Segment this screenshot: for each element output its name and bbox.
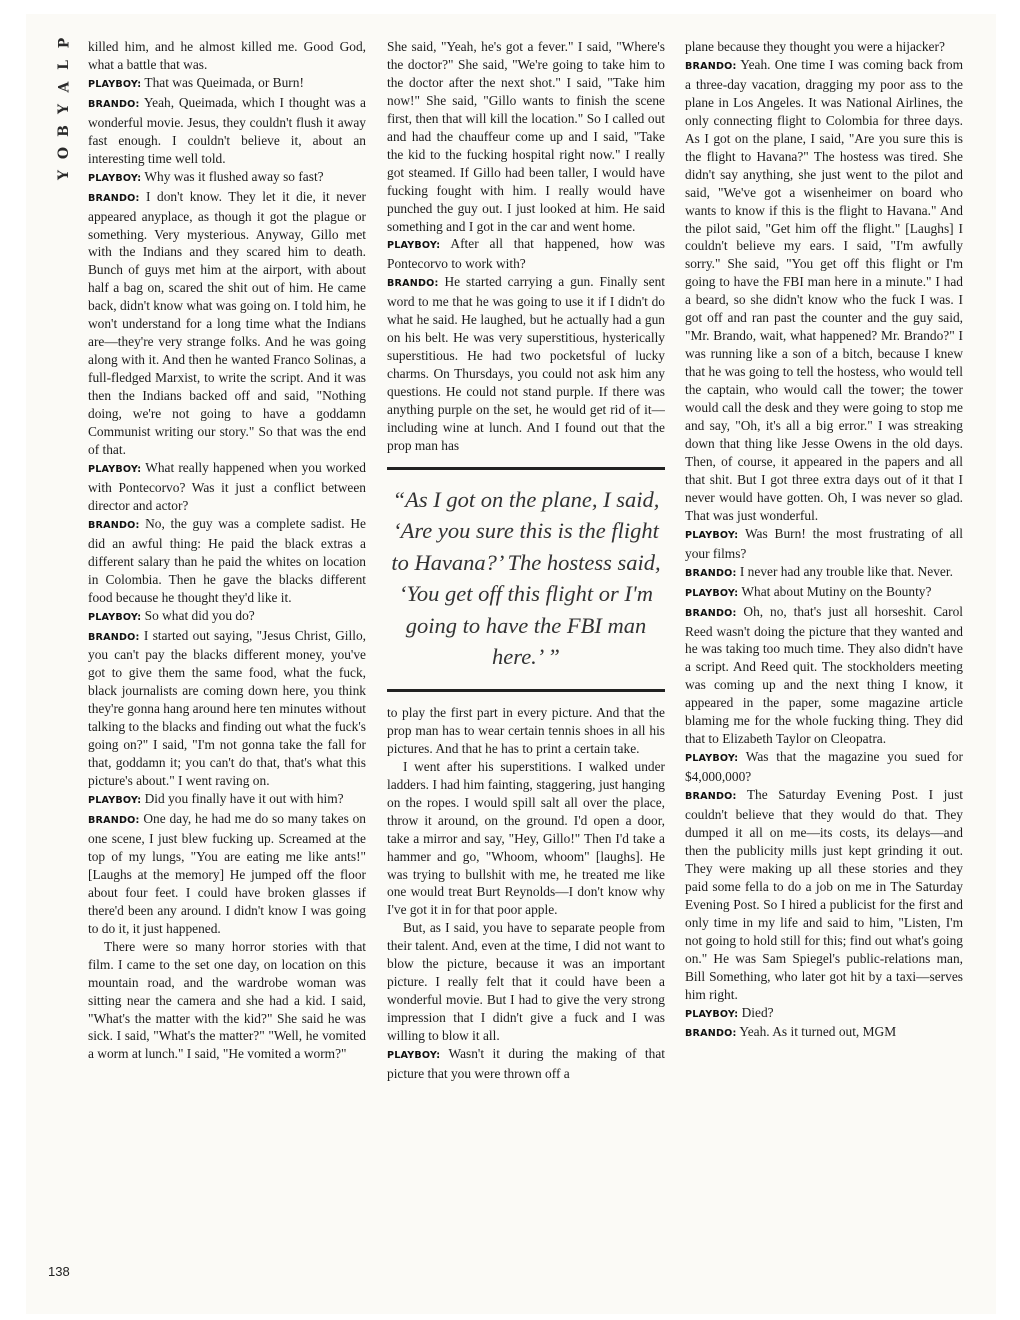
text-column-3 <box>685 38 963 1278</box>
paragraph <box>387 758 665 920</box>
paragraph-text: After all that happened, how was Pontecorvo to work with? <box>387 236 665 272</box>
speaker-label-brando: BRANDO: <box>88 98 140 110</box>
paragraph <box>685 603 963 749</box>
paragraph-text: But, as I said, you have to separate people from their talent. And, even at the time, I did not want to blow the picture, because it was an important picture. I really felt that it could have been a wonderful movie. But I had to give the very strong impression that I didn't give a fuck and I was willing to blow it all. <box>387 920 665 1044</box>
speaker-label-brando: BRANDO: <box>685 791 737 803</box>
paragraph-text: That was Queimada, or Burn! <box>144 74 304 90</box>
speaker-label-brando: BRANDO: <box>685 607 737 619</box>
paragraph-text: What really happened when you worked with Pontecorvo? Was it just a conflict between director and actor? <box>88 459 366 513</box>
playboy-masthead <box>56 36 72 182</box>
speaker-label-playboy: PLAYBOY: <box>685 587 739 599</box>
paragraph <box>387 704 665 758</box>
paragraph <box>88 38 366 74</box>
speaker-label-playboy: PLAYBOY: <box>387 240 441 252</box>
paragraph-text: Yeah. As it turned out, MGM <box>739 1024 897 1040</box>
paragraph <box>685 525 963 563</box>
paragraph-text: Was that the magazine you sued for $4,000,000? <box>685 749 963 785</box>
paragraph-text: I started out saying, "Jesus Christ, Gillo, you can't pay the blacks different money, you've got to give them the same food, what the fuck, black journalists are coming down here, you think they're gonna hang around here ten minutes without talking to the blacks and finding out what the fuck's going on?" I said, "I'm not gonna take the fall for that, goddamn it; you can't do that, that's what this picture's about." I went raving on. <box>88 627 366 789</box>
paragraph-text: He started carrying a gun. Finally sent word to me that he was going to use it if I didn't do what he said. He laughed, but he actually had a gun on his belt. He was very superstitious, hysterically superstitious. He had two pocketsful of lucky charms. On Thursdays, you could not ask him any questions. He could not stand purple. If there was anything purple on the set, he would get rid of it—including wine at lunch. And I found out that the prop man has <box>387 274 665 453</box>
paragraph-text: Oh, no, that's just all horseshit. Carol Reed wasn't doing the picture that they wanted and he was taking too much time. They also didn't have a script. And Reed quit. The stockholders meeting was coming up and the next thing I know, it appeared in the paper, some magazine article blaming me for the whole fucking thing. They did that to Elizabeth Taylor on Cleopatra. <box>685 603 963 747</box>
speaker-label-playboy: PLAYBOY: <box>88 611 142 623</box>
masthead-letter: L <box>56 60 72 70</box>
speaker-label-brando: BRANDO: <box>387 278 439 290</box>
masthead-letter: P <box>56 37 72 49</box>
page-number: 138 <box>48 1264 70 1279</box>
paragraph <box>88 459 366 515</box>
paragraph-text: I went after his superstitions. I walked under ladders. I had him fainting, staggering, just hanging on the ropes. I would spill salt all over the place, throw it around, on the ground. I'd open a door, take a mirror and say, "Hey, Gillo!" Then I'd take a hammer and go, "Whoom, whoom" [laughs]. He was trying to bullshit with me, he treated me like one would treat Burt Reynolds—I don't know why I've got it in for that poor apple. <box>387 758 665 918</box>
paragraph-text: Why was it flushed away so fast? <box>144 168 324 184</box>
paragraph-text: Did you finally have it out with him? <box>144 791 344 807</box>
paragraph <box>685 56 963 525</box>
paragraph-text: killed him, and he almost killed me. Good God, what a battle that was. <box>88 39 366 72</box>
paragraph <box>88 607 366 627</box>
paragraph <box>88 627 366 791</box>
speaker-label-playboy: PLAYBOY: <box>88 795 142 807</box>
masthead-letter: Y <box>56 170 72 180</box>
paragraph-text: Yeah, Queimada, which I thought was a wonderful movie. Jesus, they couldn't flush it away fast enough. I couldn't believe it, about an interesting time well told. <box>88 94 366 166</box>
paragraph-text: I don't know. They let it die, it never appeared anyplace, as though it got the plague or something. Very mysterious. Anyway, Gillo met with the Indians and they scared him to death. Bunch of guys met him at the airport, with about half a bag on, scared the shit out of him. He came back, didn't know what was going on. I told him, he won't understand for a long time what the Indians are—they're very strange folks. And he was going along with it. And then he wanted Franco Solinas, a full-fledged Marxist, to write the script. And it was then the Indians backed off and said, "Nothing doing, we're not going to have a goddamn Communist writing our story." So that was the end of that. <box>88 188 366 457</box>
speaker-label-playboy: PLAYBOY: <box>88 172 142 184</box>
paragraph <box>88 790 366 810</box>
paragraph <box>88 94 366 168</box>
speaker-label-playboy: PLAYBOY: <box>88 463 142 475</box>
masthead-letter: A <box>56 81 72 93</box>
paragraph <box>88 74 366 94</box>
paragraph <box>387 235 665 273</box>
paragraph-text: The Saturday Evening Post. I just couldn't believe that they would do that. They dumped it all on me—its costs, its delays—and then the publicity mills just kept grinding it out. They were making up all these stories and they paid some fella to do a job on me in The Saturday Evening Post. So I hired a publicist for the first and only time in my life and said to him, "Listen, I'm not going to hold still for this; find out what's going on." He was Sam Spiegel's public-relations man, Bill Something, who later got hit by a taxi—serves him right. <box>685 787 963 1002</box>
masthead-letter: Y <box>56 104 72 114</box>
paragraph <box>685 748 963 786</box>
paragraph <box>88 938 366 1064</box>
pull-quote-text: “As I got on the plane, I said, ‘Are you sure this is the flight to Havana?’ The hostess said, ‘You get off this flight or I'm going to have the FBI man here.’ ” <box>391 486 661 670</box>
paragraph <box>685 786 963 1003</box>
paragraph <box>88 515 366 607</box>
paragraph-text: What about Mutiny on the Bounty? <box>741 583 932 599</box>
masthead-letter: O <box>55 146 72 160</box>
speaker-label-playboy: PLAYBOY: <box>685 753 739 765</box>
speaker-label-brando: BRANDO: <box>88 631 140 643</box>
paragraph-text: Wasn't it during the making of that picture that you were thrown off a <box>387 1046 665 1081</box>
paragraph-text: There were so many horror stories with that film. I came to the set one day, on location on this mountain road, and the wardrobe woman was sitting near the camera and she had a kid. I said, "What's the matter with the kid?" She said he was sick. I said, "What's the matter?" "Well, he vomited a worm at lunch." I said, "He vomited a worm?" <box>88 938 366 1062</box>
paragraph <box>685 563 963 583</box>
paragraph-text: to play the first part in every picture. And that the prop man has to wear certain tennis shoes in all his pictures. And that he has to print a certain take. <box>387 704 665 756</box>
text-column-1 <box>88 38 366 1278</box>
speaker-label-playboy: PLAYBOY: <box>88 78 142 90</box>
column-2-upper-text <box>387 38 665 455</box>
column-2-lower-text <box>387 704 665 1083</box>
pull-quote <box>387 467 665 692</box>
paragraph <box>387 38 665 235</box>
paragraph-text: Was Burn! the most frustrating of all your films? <box>685 525 963 561</box>
paragraph <box>387 273 665 455</box>
paragraph <box>685 1004 963 1024</box>
paragraph <box>685 38 963 56</box>
speaker-label-playboy: PLAYBOY: <box>685 529 739 541</box>
text-column-2 <box>387 38 665 1278</box>
paragraph-text: I never had any trouble like that. Never. <box>739 563 953 579</box>
speaker-label-playboy: PLAYBOY: <box>685 1008 739 1020</box>
paragraph-text: One day, he had me do so many takes on one scene, I just blew fucking up. Screamed at the top of my lungs, "You are eating me like ants!" [Laughs at the memory] He jumped off the floor about four feet. I could have broken glasses if there'd been any around. I didn't know I was going to do it, it just happened. <box>88 811 366 936</box>
speaker-label-playboy: PLAYBOY: <box>387 1050 441 1062</box>
paragraph-text: No, the guy was a complete sadist. He did an awful thing: He paid the black extras a different salary than he paid the whites on location in Colombia. Then he gave the blacks different food because he thought they'd like it. <box>88 515 366 605</box>
paragraph-text: plane because they thought you were a hijacker? <box>685 39 945 54</box>
speaker-label-brando: BRANDO: <box>88 192 140 204</box>
paragraph <box>685 583 963 603</box>
paragraph-text: So what did you do? <box>144 607 255 623</box>
paragraph <box>88 810 366 938</box>
paragraph <box>387 1045 665 1083</box>
paragraph-text: Yeah. One time I was coming back from a three-day vacation, dragging my poor ass to the plane in Los Angeles. It was National Airlines, the only connecting flight to Colombia for three days. As I got on the plane, I said, "Are you sure this is the flight to Havana?" The hostess was tired. She didn't say anything, she just went to the pilot and said, "We've got a wisenheimer on board who wants to know if this is the flight to Havana." And the pilot said, "Get him off the flight." [Laughs] I couldn't believe my ears. I said, "I'm awfully sorry." She said, "You get off this flight or I'm going to have the FBI man here in a minute." I had a beard, so she didn't know who the fuck I was. I got off and ran past the counter and the guy said, "Mr. Brando, wait, what happened? Mr. Brando?" I was running like a son of a bitch, because I knew that he was going to tell the hostess, who would tell the captain, who would call the tower; the tower would call the desk and they were going to stop me and say, "Oh, it's all a big error." I was streaking down that thing like Jesse Owens in the old days. Then, of course, it appeared in the papers and all that shit. But I got three extra days out of it that I never would have gotten. Oh, I was never so glad. That was just wonderful. <box>685 56 963 523</box>
paragraph <box>88 188 366 459</box>
paragraph-text: She said, "Yeah, he's got a fever." I said, "Where's the doctor?" She said, "We're going to take him to the doctor after the next shot." I said, "Take him now!" She said, "Gillo wants to finish the scene first, then that will kill the location." So I called out and had the chauffeur come up and I said, "Take the kid to the fucking hospital right now." I really got steamed. If Gillo had been taller, I would have fucking fought with him. I really would have punched the guy out. I just looked at him. He said something and I got in the car and went home. <box>387 39 665 234</box>
speaker-label-brando: BRANDO: <box>685 1028 737 1040</box>
paragraph <box>685 1023 963 1043</box>
speaker-label-brando: BRANDO: <box>685 567 737 579</box>
paragraph <box>88 168 366 188</box>
paragraph-text: Died? <box>741 1004 774 1020</box>
magazine-page <box>26 14 996 1314</box>
speaker-label-brando: BRANDO: <box>685 60 737 72</box>
paragraph <box>387 919 665 1045</box>
speaker-label-brando: BRANDO: <box>88 815 140 827</box>
speaker-label-brando: BRANDO: <box>88 519 140 531</box>
masthead-letter: B <box>56 125 72 137</box>
